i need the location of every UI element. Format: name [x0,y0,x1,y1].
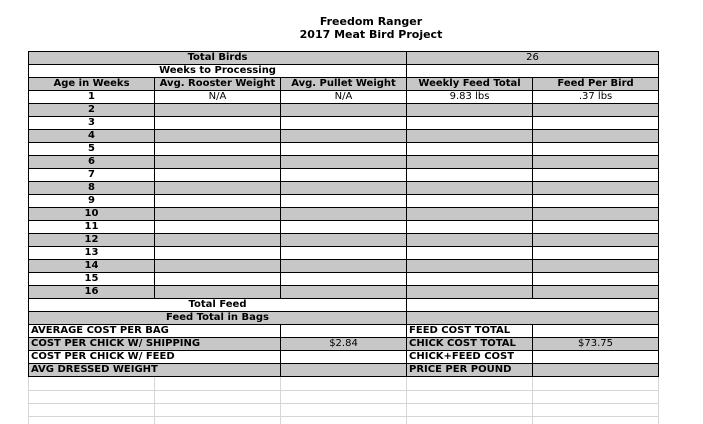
total-birds-row [29,52,659,65]
weekly-feed-total-cell[interactable] [407,156,533,169]
week-row [29,221,659,234]
week-row [29,208,659,221]
sheet-title: Freedom Ranger [319,15,423,28]
rooster-weight-cell[interactable] [155,182,281,195]
week-row [29,156,659,169]
week-number-cell[interactable]: 12 [29,234,155,247]
feed-per-bird-cell[interactable] [533,169,659,182]
grid-line [658,377,659,424]
weekly-feed-total-cell[interactable] [407,130,533,143]
week-row [29,247,659,260]
week-number-cell[interactable]: 13 [29,247,155,260]
weekly-feed-total-cell[interactable] [407,273,533,286]
feed-per-bird-cell[interactable] [533,130,659,143]
header-pullet[interactable]: Avg. Pullet Weight [281,78,407,91]
week-number-cell[interactable]: 6 [29,156,155,169]
grid-line [28,390,658,391]
cost-chick-feed-label[interactable]: COST PER CHICK W/ FEED [29,351,281,364]
week-number-cell[interactable]: 3 [29,117,155,130]
grid-line [28,377,29,424]
meat-bird-table [28,51,659,377]
empty-grid [28,377,658,424]
weekly-feed-total-cell[interactable] [407,221,533,234]
sheet-subtitle: 2017 Meat Bird Project [299,28,443,41]
week-row [29,273,659,286]
feed-bags-value[interactable] [407,312,659,325]
feed-per-bird-cell[interactable] [533,182,659,195]
week-row [29,286,659,299]
header-feed-per-bird[interactable]: Feed Per Bird [533,78,659,91]
feed-per-bird-cell[interactable] [533,156,659,169]
week-row [29,169,659,182]
rooster-weight-cell[interactable] [155,221,281,234]
feed-bags-row [29,312,659,325]
grid-line [28,416,658,417]
feed-per-bird-cell[interactable] [533,143,659,156]
week-row [29,91,659,104]
cost-row-3 [29,351,659,364]
weekly-feed-total-cell[interactable] [407,117,533,130]
total-birds-value[interactable]: 26 [407,52,659,65]
week-number-cell[interactable]: 5 [29,143,155,156]
weeks-processing-label[interactable]: Weeks to Processing [29,65,407,78]
pullet-weight-cell[interactable] [281,273,407,286]
grid-line [406,377,407,424]
pullet-weight-cell[interactable] [281,104,407,117]
pullet-weight-cell[interactable] [281,260,407,273]
pullet-weight-cell[interactable] [281,117,407,130]
week-number-cell[interactable]: 1 [29,91,155,104]
pullet-weight-cell[interactable] [281,182,407,195]
week-number-cell[interactable]: 16 [29,286,155,299]
chick-cost-total-value[interactable]: $73.75 [533,338,659,351]
week-number-cell[interactable]: 8 [29,182,155,195]
feed-per-bird-cell[interactable] [533,260,659,273]
total-feed-label[interactable]: Total Feed [29,299,407,312]
header-feed-total[interactable]: Weekly Feed Total [407,78,533,91]
weekly-feed-total-cell[interactable]: 9.83 lbs [407,91,533,104]
cost-chick-ship-label[interactable]: COST PER CHICK W/ SHIPPING [29,338,281,351]
feed-cost-total-value[interactable] [533,325,659,338]
rooster-weight-cell[interactable] [155,130,281,143]
header-rooster[interactable]: Avg. Rooster Weight [155,78,281,91]
rooster-weight-cell[interactable] [155,117,281,130]
week-row [29,234,659,247]
week-number-cell[interactable]: 4 [29,130,155,143]
avg-cost-bag-value[interactable] [281,325,407,338]
feed-per-bird-cell[interactable] [533,273,659,286]
week-number-cell[interactable]: 7 [29,169,155,182]
rooster-weight-cell[interactable] [155,104,281,117]
week-row [29,182,659,195]
week-row [29,195,659,208]
pullet-weight-cell[interactable] [281,208,407,221]
weekly-feed-total-cell[interactable] [407,247,533,260]
cost-chick-feed-value[interactable] [281,351,407,364]
total-feed-row [29,299,659,312]
week-number-cell[interactable]: 10 [29,208,155,221]
avg-dressed-label[interactable]: AVG DRESSED WEIGHT [29,364,281,377]
total-feed-value[interactable] [407,299,659,312]
feed-per-bird-cell[interactable] [533,286,659,299]
rooster-weight-cell[interactable] [155,169,281,182]
feed-cost-total-label[interactable]: FEED COST TOTAL [407,325,533,338]
rooster-weight-cell[interactable] [155,273,281,286]
weeks-processing-row [29,65,659,78]
pullet-weight-cell[interactable]: N/A [281,91,407,104]
pullet-weight-cell[interactable] [281,195,407,208]
week-number-cell[interactable]: 15 [29,273,155,286]
rooster-weight-cell[interactable] [155,208,281,221]
pullet-weight-cell[interactable] [281,156,407,169]
weekly-feed-total-cell[interactable] [407,182,533,195]
rooster-weight-cell[interactable] [155,195,281,208]
pullet-weight-cell[interactable] [281,247,407,260]
weekly-feed-total-cell[interactable] [407,195,533,208]
cost-row-4 [29,364,659,377]
feed-per-bird-cell[interactable] [533,195,659,208]
weekly-feed-total-cell[interactable] [407,143,533,156]
feed-per-bird-cell[interactable] [533,247,659,260]
feed-per-bird-cell[interactable] [533,221,659,234]
week-row [29,143,659,156]
rooster-weight-cell[interactable] [155,234,281,247]
weekly-feed-total-cell[interactable] [407,260,533,273]
price-per-pound-label[interactable]: PRICE PER POUND [407,364,533,377]
grid-line [280,377,281,424]
price-per-pound-value[interactable] [533,364,659,377]
chick-feed-cost-value[interactable] [533,351,659,364]
feed-per-bird-cell[interactable] [533,104,659,117]
pullet-weight-cell[interactable] [281,221,407,234]
week-number-cell[interactable]: 14 [29,260,155,273]
total-birds-label[interactable]: Total Birds [29,52,407,65]
rooster-weight-cell[interactable] [155,286,281,299]
week-row [29,117,659,130]
weeks-processing-value[interactable] [407,65,659,78]
weekly-feed-total-cell[interactable] [407,286,533,299]
feed-per-bird-cell[interactable] [533,234,659,247]
header-row [29,78,659,91]
pullet-weight-cell[interactable] [281,169,407,182]
week-number-cell[interactable]: 9 [29,195,155,208]
grid-line [154,377,155,424]
cost-row-1 [29,325,659,338]
pullet-weight-cell[interactable] [281,234,407,247]
week-number-cell[interactable]: 11 [29,221,155,234]
rooster-weight-cell[interactable] [155,156,281,169]
feed-bags-label[interactable]: Feed Total in Bags [29,312,407,325]
pullet-weight-cell[interactable] [281,130,407,143]
pullet-weight-cell[interactable] [281,143,407,156]
grid-line [532,377,533,424]
pullet-weight-cell[interactable] [281,286,407,299]
header-age[interactable]: Age in Weeks [29,78,155,91]
grid-line [28,403,658,404]
chick-feed-cost-label[interactable]: CHICK+FEED COST [407,351,533,364]
cost-row-2 [29,338,659,351]
weekly-feed-total-cell[interactable] [407,104,533,117]
rooster-weight-cell[interactable]: N/A [155,91,281,104]
week-row [29,260,659,273]
week-row [29,130,659,143]
cost-chick-ship-value[interactable]: $2.84 [281,338,407,351]
feed-per-bird-cell[interactable]: .37 lbs [533,91,659,104]
weekly-feed-total-cell[interactable] [407,208,533,221]
week-row [29,104,659,117]
rooster-weight-cell[interactable] [155,143,281,156]
week-number-cell[interactable]: 2 [29,104,155,117]
rooster-weight-cell[interactable] [155,260,281,273]
rooster-weight-cell[interactable] [155,247,281,260]
chick-cost-total-label[interactable]: CHICK COST TOTAL [407,338,533,351]
weekly-feed-total-cell[interactable] [407,169,533,182]
feed-per-bird-cell[interactable] [533,208,659,221]
feed-per-bird-cell[interactable] [533,117,659,130]
weekly-feed-total-cell[interactable] [407,234,533,247]
avg-dressed-value[interactable] [281,364,407,377]
avg-cost-bag-label[interactable]: AVERAGE COST PER BAG [29,325,281,338]
